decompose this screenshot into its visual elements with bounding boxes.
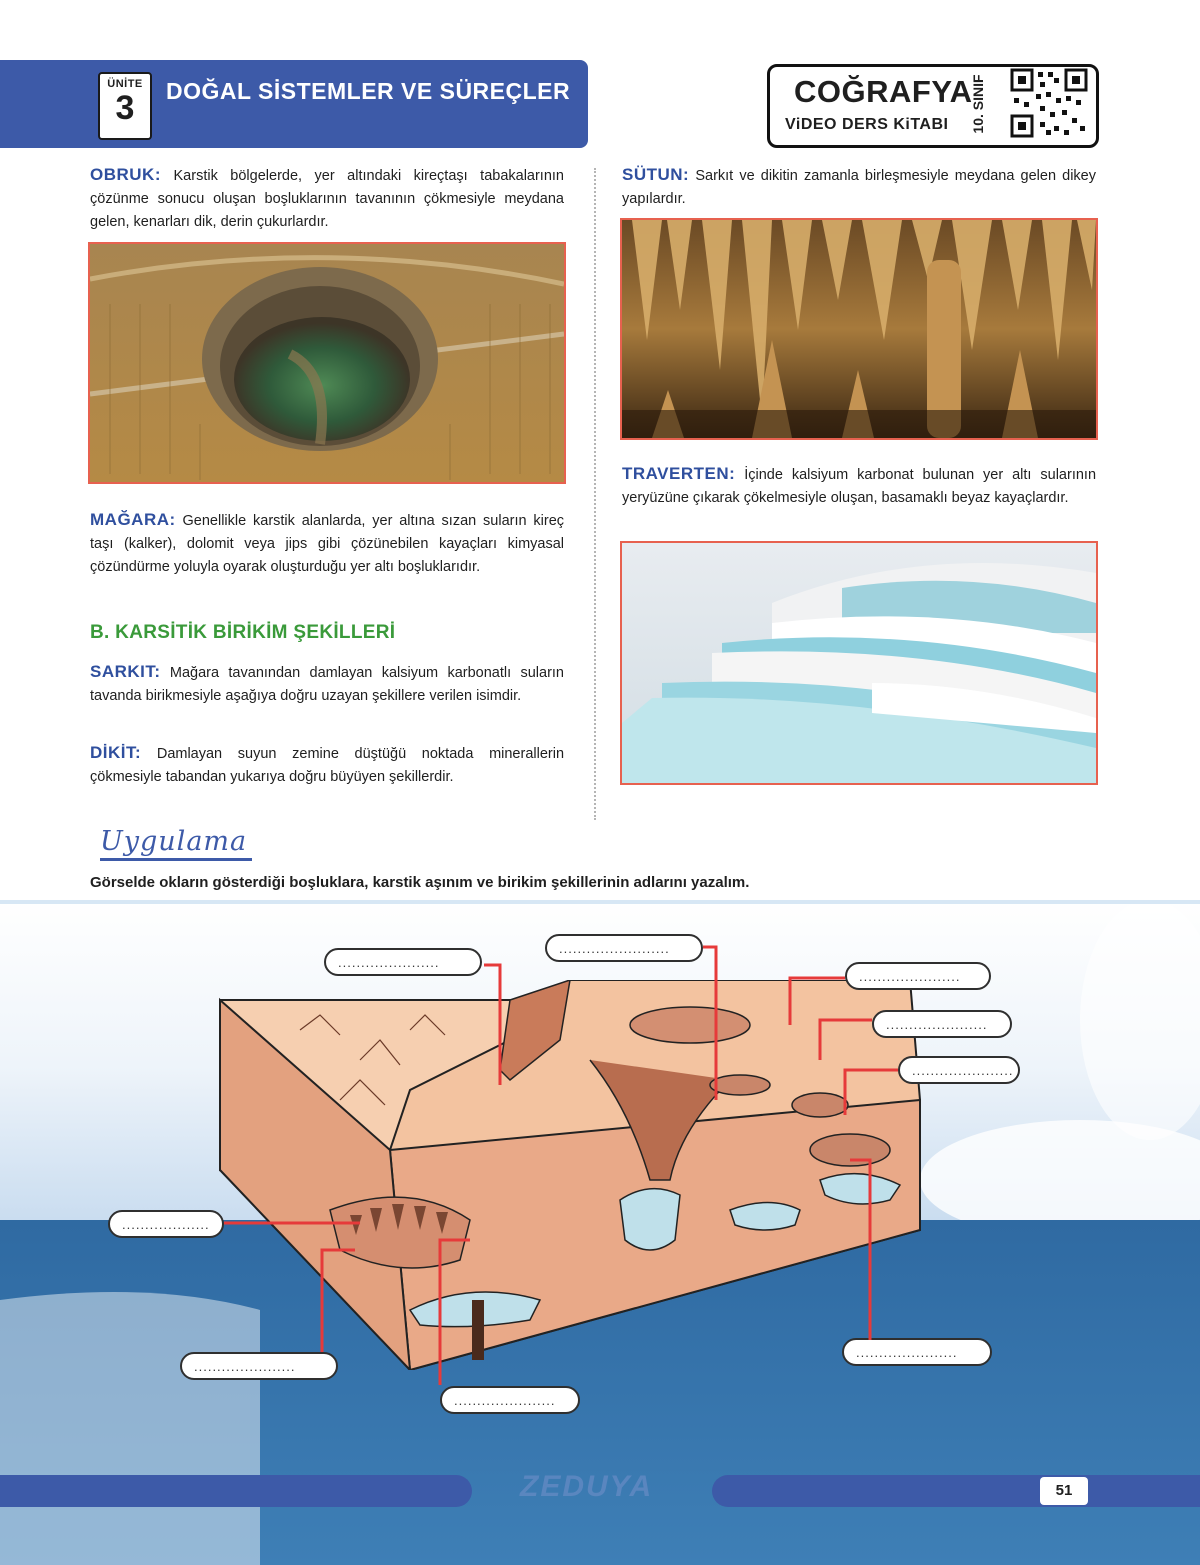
- obruk-text: Karstik bölgelerde, yer altındaki kireçtaşı tabakalarının çözünme sonucu oluşan boşluklarının tavanının çökmesiyle meydana gelen, kenarları dik, derin çukurlardır.: [90, 168, 564, 230]
- magara-term: MAĞARA:: [90, 510, 176, 529]
- grade-label: [958, 70, 998, 138]
- sutun-text: Sarkıt ve dikitin zamanla birleşmesiyle meydana gelen dikey yapılardır.: [622, 168, 1097, 207]
- sutun-cave-photo: [620, 218, 1098, 440]
- blank-label-5[interactable]: ......................: [898, 1056, 1020, 1084]
- footer-bar-right: [712, 1475, 1200, 1507]
- traverten-paragraph: [622, 462, 1096, 510]
- brand-subtitle: ViDEO DERS KiTABI: [785, 116, 949, 133]
- sarkit-text: Mağara tavanından damlayan kalsiyum karbonatlı suların tavanda birikmesiyle aşağıya doğru uzayan şekillere verilen isimdir.: [90, 665, 564, 704]
- traverten-text: İçinde kalsiyum karbonat bulunan yer altı sularının yeryüzüne çıkarak çökelmesiyle oluşan, basamaklı beyaz kayaçlardır.: [622, 467, 1097, 506]
- section-b-title: B. KARSİTİK BİRİKİM ŞEKİLLERİ: [90, 622, 396, 643]
- obruk-photo: [88, 242, 566, 484]
- qr-code-icon[interactable]: [1010, 68, 1088, 138]
- brand-title: COĞRAFYA: [794, 74, 973, 109]
- traverten-term: TRAVERTEN:: [622, 464, 736, 483]
- unit-number: 3: [115, 89, 135, 127]
- blank-label-9[interactable]: ......................: [842, 1338, 992, 1366]
- traverten-photo: [620, 541, 1098, 785]
- blank-label-7[interactable]: ......................: [180, 1352, 338, 1380]
- uygulama-title: Uygulama: [100, 826, 248, 857]
- magara-text: Genellikle karstik alanlarda, yer altına sızan suların kireç taşı (kalker), dolomit veya jips gibi çözünebilen kayaçları kimyasal çözündürme yoluyla oyarak oluşturduğu yer altı boşluklarıdır.: [90, 513, 565, 575]
- magara-paragraph: [90, 508, 564, 579]
- unit-word: ÜNİTE: [107, 78, 143, 90]
- unit-title: DOĞAL SİSTEMLER VE SÜREÇLER: [166, 78, 571, 104]
- obruk-term: OBRUK:: [90, 165, 161, 184]
- blank-label-8[interactable]: ......................: [440, 1386, 580, 1414]
- footer-bar-left: [0, 1475, 472, 1507]
- column-divider: [594, 168, 596, 820]
- pointer-lines: [0, 900, 1200, 1420]
- dikit-paragraph: [90, 741, 564, 789]
- footer-logo: ZEDUYA: [520, 1470, 654, 1503]
- blank-label-2[interactable]: ........................: [545, 934, 703, 962]
- blank-label-3[interactable]: ......................: [845, 962, 991, 990]
- sutun-term: SÜTUN:: [622, 165, 690, 184]
- page-number: 51: [1040, 1477, 1088, 1505]
- uygulama-underline: [100, 858, 252, 861]
- sarkit-term: SARKIT:: [90, 662, 161, 681]
- blank-label-1[interactable]: ......................: [324, 948, 482, 976]
- sarkit-paragraph: [90, 660, 564, 708]
- blank-label-4[interactable]: ......................: [872, 1010, 1012, 1038]
- dikit-term: DİKİT:: [90, 743, 142, 762]
- obruk-paragraph: [90, 163, 564, 234]
- sutun-paragraph: [622, 163, 1096, 211]
- uygulama-instruction: Görselde okların gösterdiği boşluklara, karstik aşınım ve birikim şekillerinin adlarını yazalım.: [90, 874, 750, 891]
- grade-text: 10. SINIF: [970, 74, 986, 134]
- unit-badge: [98, 72, 152, 140]
- dikit-text: Damlayan suyun zemine düştüğü noktada minerallerin çökmesiyle tabandan yukarıya doğru büyüyen şekillerdir.: [90, 746, 565, 785]
- blank-label-6[interactable]: ...................: [108, 1210, 224, 1238]
